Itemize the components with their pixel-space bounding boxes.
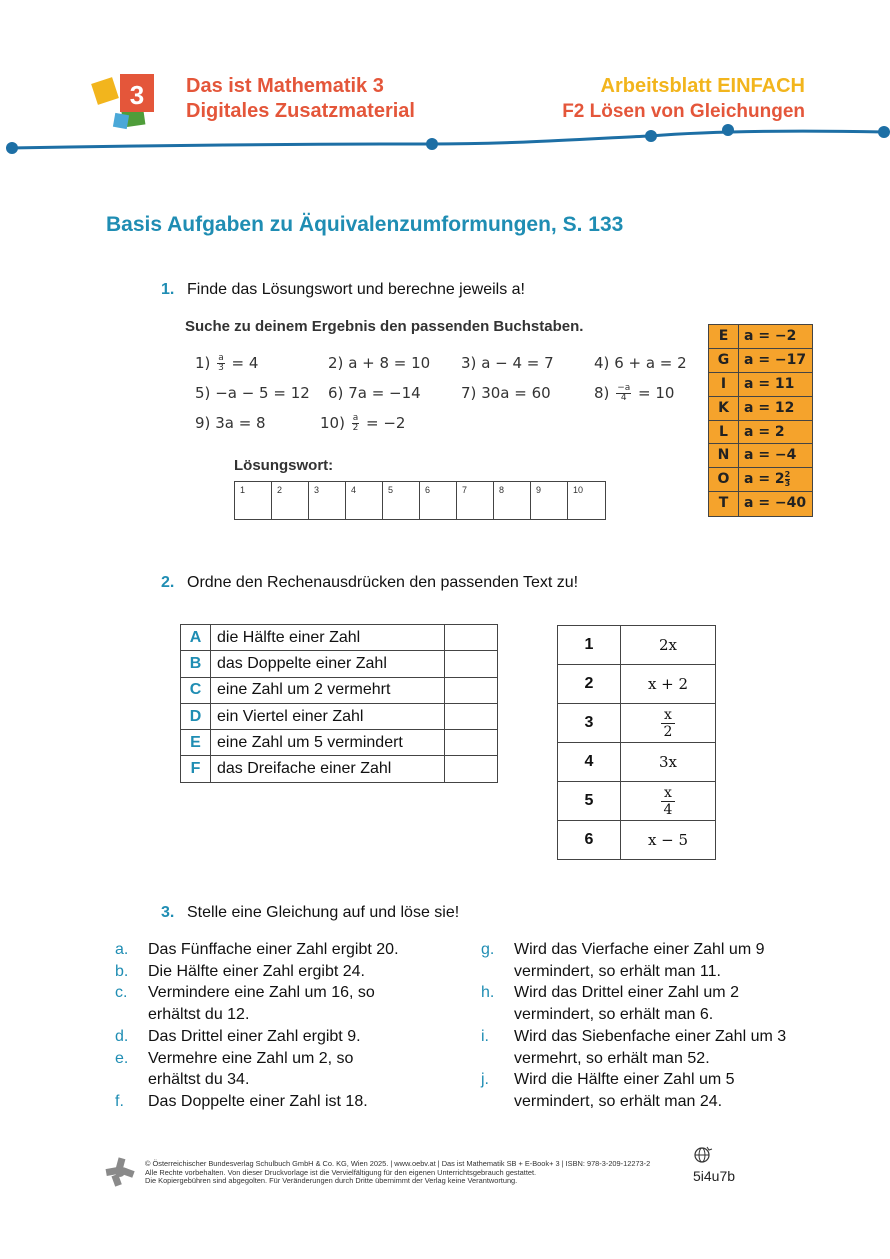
table-row: C eine Zahl um 2 vermehrt xyxy=(181,677,498,703)
solution-box[interactable]: 1 xyxy=(235,482,272,519)
table-row: E eine Zahl um 5 vermindert xyxy=(181,730,498,756)
task2-instruction xyxy=(161,574,578,592)
answer-cell[interactable] xyxy=(445,677,498,703)
solution-box[interactable]: 2 xyxy=(272,482,309,519)
solution-box[interactable]: 10 xyxy=(573,485,584,495)
task2-number: 2. xyxy=(161,574,175,591)
answer-cell[interactable] xyxy=(445,625,498,651)
globe-icon[interactable] xyxy=(693,1145,713,1165)
table-row: 6 x − 5 xyxy=(558,821,716,860)
solution-box[interactable]: 8 xyxy=(494,482,531,519)
letter-row: E a = −2 xyxy=(709,325,812,349)
expression-table xyxy=(557,625,716,860)
equation: 1) $\frac{a}{3}$ = 4 xyxy=(195,353,259,373)
solution-box[interactable]: 9 xyxy=(531,482,568,519)
solution-box[interactable]: 5 xyxy=(383,482,420,519)
equation: 4) 6 + a = 2 xyxy=(594,354,687,372)
header-subtitle: Digitales Zusatzmaterial xyxy=(186,100,415,122)
table-row: F das Dreifache einer Zahl xyxy=(181,756,498,782)
equation: 10) $\frac{a}{2}$ = −2 xyxy=(320,413,406,433)
list-item: b. Die Hälfte einer Zahl ergibt 24. xyxy=(115,962,365,980)
list-item: h. Wird das Drittel einer Zahl um 2 vermindert, so erhält man 6. xyxy=(481,984,739,1024)
logo-cubes xyxy=(90,68,170,134)
equation: 9) 3a = 8 xyxy=(195,414,266,432)
letter-row: N a = −4 xyxy=(709,444,812,468)
answer-cell[interactable] xyxy=(445,730,498,756)
answer-cell[interactable] xyxy=(445,703,498,729)
task3-list-right xyxy=(481,939,801,1113)
table-row: 1 2x xyxy=(558,626,716,665)
header-book-title: Das ist Mathematik 3 xyxy=(186,75,384,97)
text-table xyxy=(180,624,498,783)
list-item: c. Vermindere eine Zahl um 16, so erhältst du 12. xyxy=(115,984,375,1024)
worksheet-topic: F2 Lösen von Gleichungen xyxy=(562,101,805,122)
answer-cell[interactable] xyxy=(445,651,498,677)
task3-instruction xyxy=(161,904,459,922)
answer-cell[interactable] xyxy=(445,756,498,782)
task1-text: Finde das Lösungswort und berechne jeweils a! xyxy=(187,281,525,298)
task1-number: 1. xyxy=(161,281,175,298)
list-item: d. Das Drittel einer Zahl ergibt 9. xyxy=(115,1027,361,1045)
equation: 5) −a − 5 = 12 xyxy=(195,384,310,402)
task3-list-left xyxy=(115,939,445,1113)
letter-row: I a = 11 xyxy=(709,373,812,397)
task1-instruction xyxy=(161,281,525,299)
equation: 8) $\frac{-a}{4}$ = 10 xyxy=(594,383,675,403)
list-item: g. Wird das Vierfache einer Zahl um 9 vermindert, so erhält man 11. xyxy=(481,941,765,980)
header-left xyxy=(186,74,415,124)
table-row: 5 $\frac{x}{4}$ xyxy=(558,782,716,821)
solution-word-boxes xyxy=(234,481,606,520)
worksheet-level: Arbeitsblatt EINFACH xyxy=(600,75,805,97)
solution-word-label: Lösungswort: xyxy=(234,457,334,474)
letter-row: K a = 12 xyxy=(709,397,812,421)
solution-box[interactable]: 7 xyxy=(457,482,494,519)
letter-row: L a = 2 xyxy=(709,421,812,445)
task1-block-heading: Suche zu deinem Ergebnis den passenden Buchstaben. xyxy=(185,318,584,335)
equation: 6) 7a = −14 xyxy=(328,384,421,402)
task3-text: Stelle eine Gleichung auf und löse sie! xyxy=(187,904,460,921)
table-row: 3 $\frac{x}{2}$ xyxy=(558,704,716,743)
table-row: 4 3x xyxy=(558,743,716,782)
letter-table xyxy=(708,324,813,517)
list-item: a. Das Fünffache einer Zahl ergibt 20. xyxy=(115,941,399,958)
list-item: e. Vermehre eine Zahl um 2, so erhältst du 34. xyxy=(115,1049,354,1089)
list-item: i. Wird das Siebenfache einer Zahl um 3 vermehrt, so erhält man 52. xyxy=(481,1027,787,1067)
letter-row: T a = −40 xyxy=(709,492,812,516)
footer-copyright: © Österreichischer Bundesverlag Schulbuch GmbH & Co. KG, Wien 2025. | www.oebv.at | Das ist Mathematik SB + E-Book+ 3 | ISBN: 978-3-209-12273-2 Alle Rechte vorbehalten. Von dieser Druckvorlage ist die Vervielfältigung für den eigenen Unterrichtsgebrauch gestattet. Die Kopiergebühren sind abgegolten. Für Veränderungen durch Dritte übernimmt der Verlag keine Verantwortung. xyxy=(145,1159,651,1186)
task2-text: Ordne den Rechenausdrücken den passenden Text zu! xyxy=(187,574,579,591)
list-item: j. Wird die Hälfte einer Zahl um 5 vermindert, so erhält man 24. xyxy=(481,1071,735,1110)
task3-number: 3. xyxy=(161,904,175,921)
logo-digit: 3 xyxy=(129,80,145,110)
solution-box[interactable]: 6 xyxy=(420,482,457,519)
header-right xyxy=(562,74,805,124)
equation: 3) a − 4 = 7 xyxy=(461,354,554,372)
letter-row: O a = 2 $\frac{2}{3}$ xyxy=(709,468,812,492)
equation: 2) a + 8 = 10 xyxy=(328,354,431,372)
table-row: D ein Viertel einer Zahl xyxy=(181,703,498,729)
solution-box[interactable]: 3 xyxy=(309,482,346,519)
solution-box[interactable]: 4 xyxy=(346,482,383,519)
table-row: 2 x + 2 xyxy=(558,665,716,704)
section-title: Basis Aufgaben zu Äquivalenzumformungen, S. 133 xyxy=(106,213,624,236)
publisher-logo-icon xyxy=(104,1156,136,1188)
web-code[interactable]: 5i4u7b xyxy=(693,1168,736,1184)
table-row: A die Hälfte einer Zahl xyxy=(181,625,498,651)
letter-row: G a = −17 xyxy=(709,349,812,373)
list-item: f. Das Doppelte einer Zahl ist 18. xyxy=(115,1092,368,1110)
table-row: B das Doppelte einer Zahl xyxy=(181,651,498,677)
equation: 7) 30a = 60 xyxy=(461,384,551,402)
